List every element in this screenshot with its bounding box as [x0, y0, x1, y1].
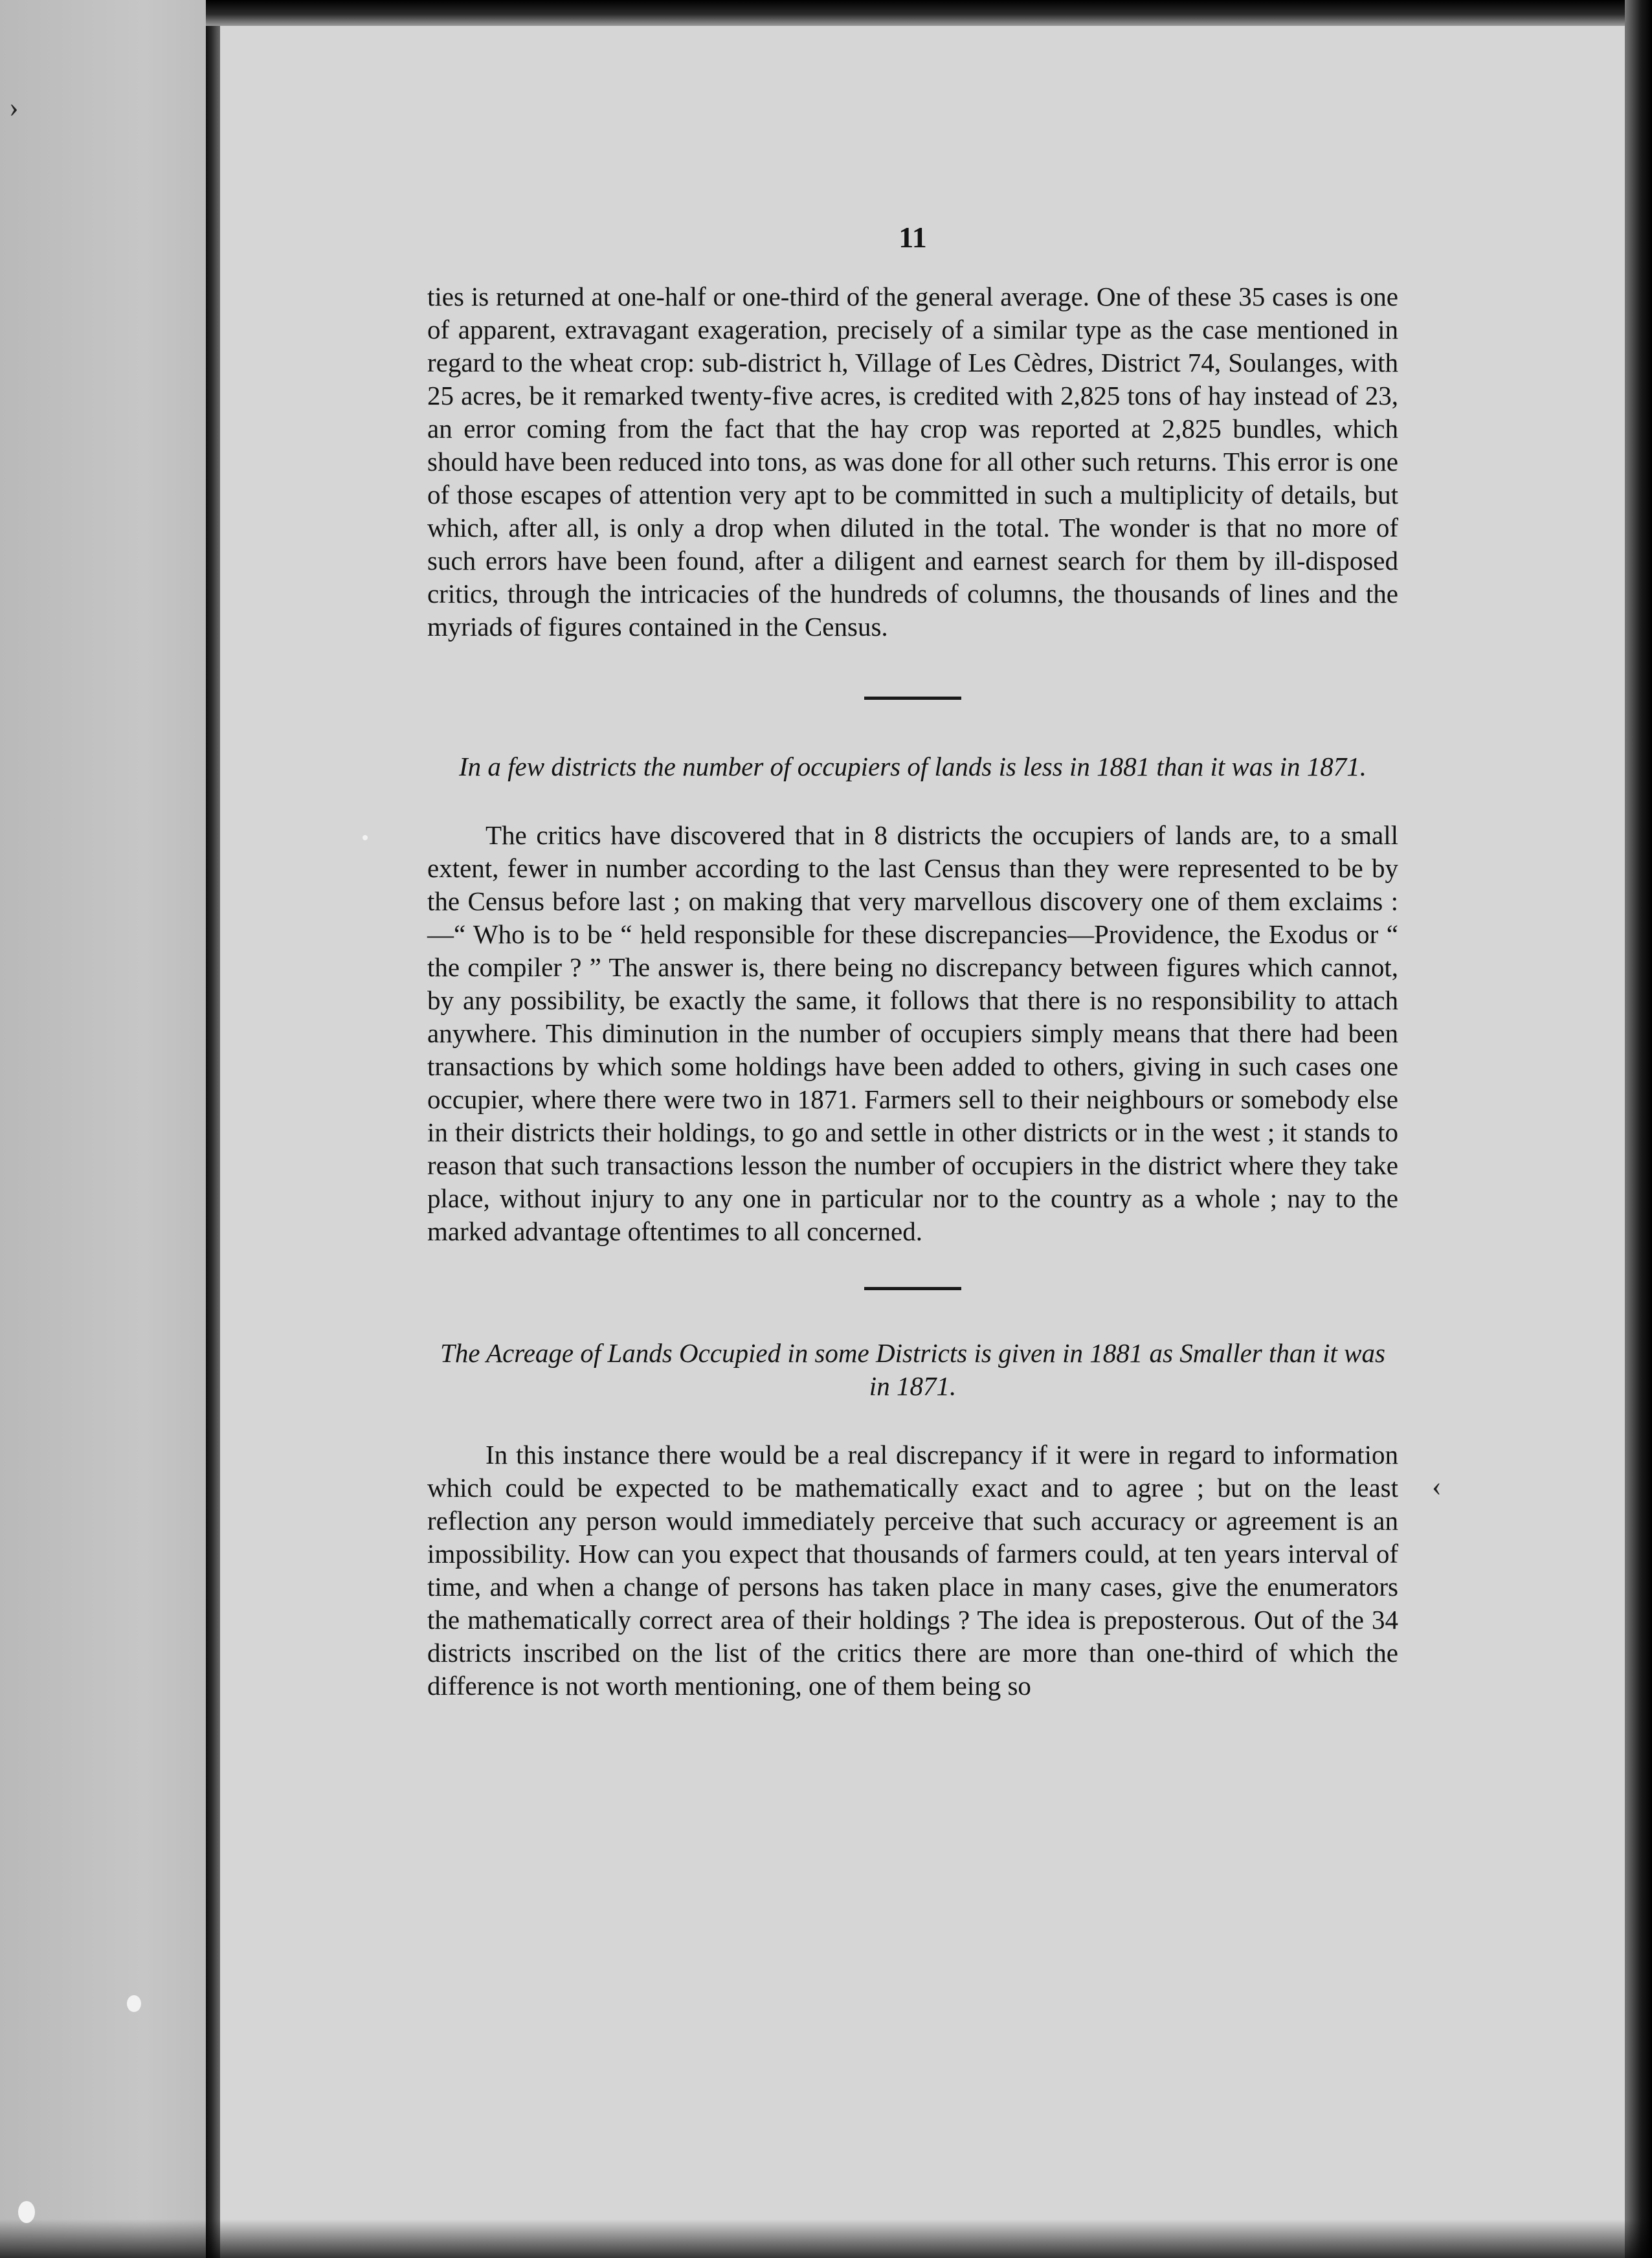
- facing-page-margin: [0, 0, 206, 2258]
- page-number: 11: [899, 221, 927, 254]
- paragraph-occupiers: The critics have discovered that in 8 districts the occupiers of lands are, to a small extent, fewer in number according to the last Census than they were represented to be by the Census before last ; on making that very marvellous discovery one of them exclaims :—“ Who is to be “ held responsible for these discrepancies—Providence, the Exodus or “ the compiler ? ” The answer is, there being no discrepancy between figures which cannot, by any possibility, be exactly the same, it follows that there is no responsibility to attach anywhere. This diminution in the number of occupiers simply means that there had been transactions by which some holdings have been added to others, giving in such cases one occupier, where there were two in 1871. Farmers sell to their neighbours or somebody else in their districts their holdings, to go and settle in other districts or in the west ; it stands to reason that such transactions lesson the number of occupiers in the district where they take place, without injury to any one in particular nor to the country as a whole ; nay to the marked advantage oftentimes to all concerned.: [427, 820, 1398, 1246]
- right-scan-border: [1625, 0, 1652, 2258]
- scan-speck: [18, 2201, 35, 2223]
- section-divider: [864, 697, 961, 700]
- page-content: [427, 220, 1398, 1703]
- section-heading-occupiers: In a few districts the number of occupiers of lands is less in 1881 than it was in 1871.: [459, 752, 1367, 781]
- page-gutter-edge: [206, 26, 220, 2258]
- paragraph-hay-error: ties is returned at one-half or one-third of the general average. One of these 35 cases is one of apparent, extravagant exageration, precisely of a similar type as the case mentioned in regard to the wheat crop: sub-district h, Village of Les Cèdres, District 74, Soulanges, with 25 acres, be it remarked twenty-five acres, is credited with 2,825 tons of hay instead of 23, an error coming from the fact that the hay crop was reported at 2,825 bundles, which should have been reduced into tons, as was done for all other such returns. This error is one of those escapes of attention very apt to be committed in such a multiplicity of details, but which, after all, is only a drop when diluted in the total. The wonder is that no more of such errors have been found, after a diligent and earnest search for them by ill-disposed critics, through the intricacies of the hundreds of columns, the thousands of lines and the myriads of figures contained in the Census.: [427, 282, 1398, 642]
- right-margin-mark: ‹: [1432, 1470, 1442, 1502]
- left-margin-mark: ›: [9, 91, 19, 123]
- scan-speck: [363, 835, 368, 840]
- section-heading-acreage: The Acreage of Lands Occupied in some Districts is given in 1881 as Smaller than it was in 1871.: [440, 1338, 1385, 1401]
- scan-speck: [127, 1995, 141, 2012]
- paragraph-acreage: In this instance there would be a real discrepancy if it were in regard to information which could be expected to be mathematically exact and to agree ; but on the least reflection any person would immediately perceive that such accuracy or agreement is an impossibility. How can you expect that thousands of farmers could, at ten years interval of time, and when a change of persons has taken place in many cases, give the enumerators the mathematically correct area of their holdings ? The idea is preposterous. Out of the 34 districts inscribed on the list of the critics there are more than one-third of which the difference is not worth mentioning, one of them being so: [427, 1440, 1398, 1701]
- bottom-scan-border: [0, 2219, 1652, 2258]
- section-divider: [864, 1287, 961, 1290]
- top-scan-border: [206, 0, 1630, 26]
